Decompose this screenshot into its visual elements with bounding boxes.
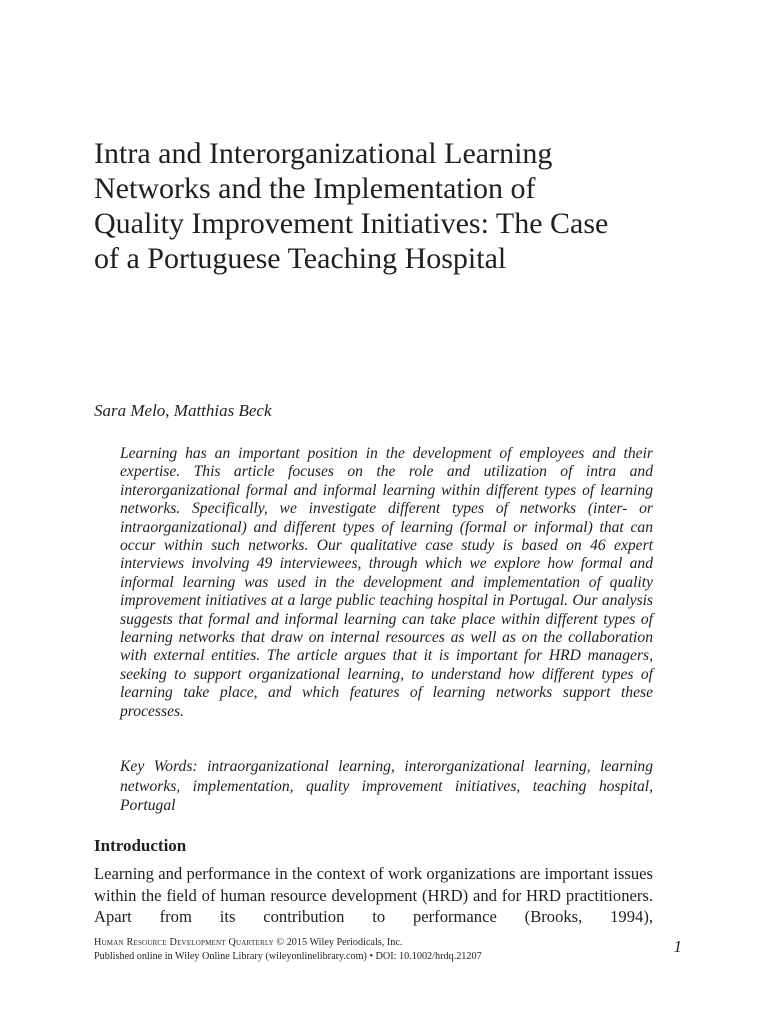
article-title: Intra and Interorganizational Learning Networks and the Implementation of Quality Improvement Initiatives: The Case of a Portuguese Teaching Hospital: [94, 137, 609, 275]
article-abstract: Learning has an important position in the development of employees and their expertise. This article focuses on the role and utilization of intra and interorganizational formal and informal learning within different types of learning networks. Specifically, we investigate different types of networks (inter- or intraorganizational) and different types of learning (formal or informal) that can occur within such networks. Our qualitative case study is based on 46 expert interviews involving 49 interviewees, through which we explore how formal and informal learning was used in the development and implementation of quality improvement initiatives at a large public teaching hospital in Portugal. Our analysis suggests that formal and informal learning can take place within different types of learning networks that draw on internal resources as well as on the collaboration with external entities. The article argues that it is important for HRD managers, seeking to support organizational learning, to understand how different types of learning take place, and which features of learning networks support these processes.: [120, 445, 653, 720]
article-authors: Sara Melo, Matthias Beck: [94, 401, 272, 420]
introduction-paragraph: Learning and performance in the context of work organizations are important issues within the field of human resource development (HRD) and for HRD practitioners. Apart from its contribution to performance (Brooks, 1994),: [94, 864, 653, 926]
page-number: 1: [673, 937, 682, 956]
footer-journal-line: [94, 936, 682, 950]
footer-copyright: © 2015 Wiley Periodicals, Inc.: [276, 937, 403, 948]
page-footer: [94, 936, 682, 963]
footer-journal-name: Human Resource Development Quarterly: [94, 937, 274, 948]
article-keywords: Key Words: intraorganizational learning, interorganizational learning, learning networks, implementation, quality improvement initiatives, teaching hospital, Portugal: [120, 758, 653, 814]
footer-published-line: Published online in Wiley Online Library (wileyonlinelibrary.com) • DOI: 10.1002/hrdq.21207: [94, 950, 482, 962]
section-heading-introduction: Introduction: [94, 836, 187, 855]
